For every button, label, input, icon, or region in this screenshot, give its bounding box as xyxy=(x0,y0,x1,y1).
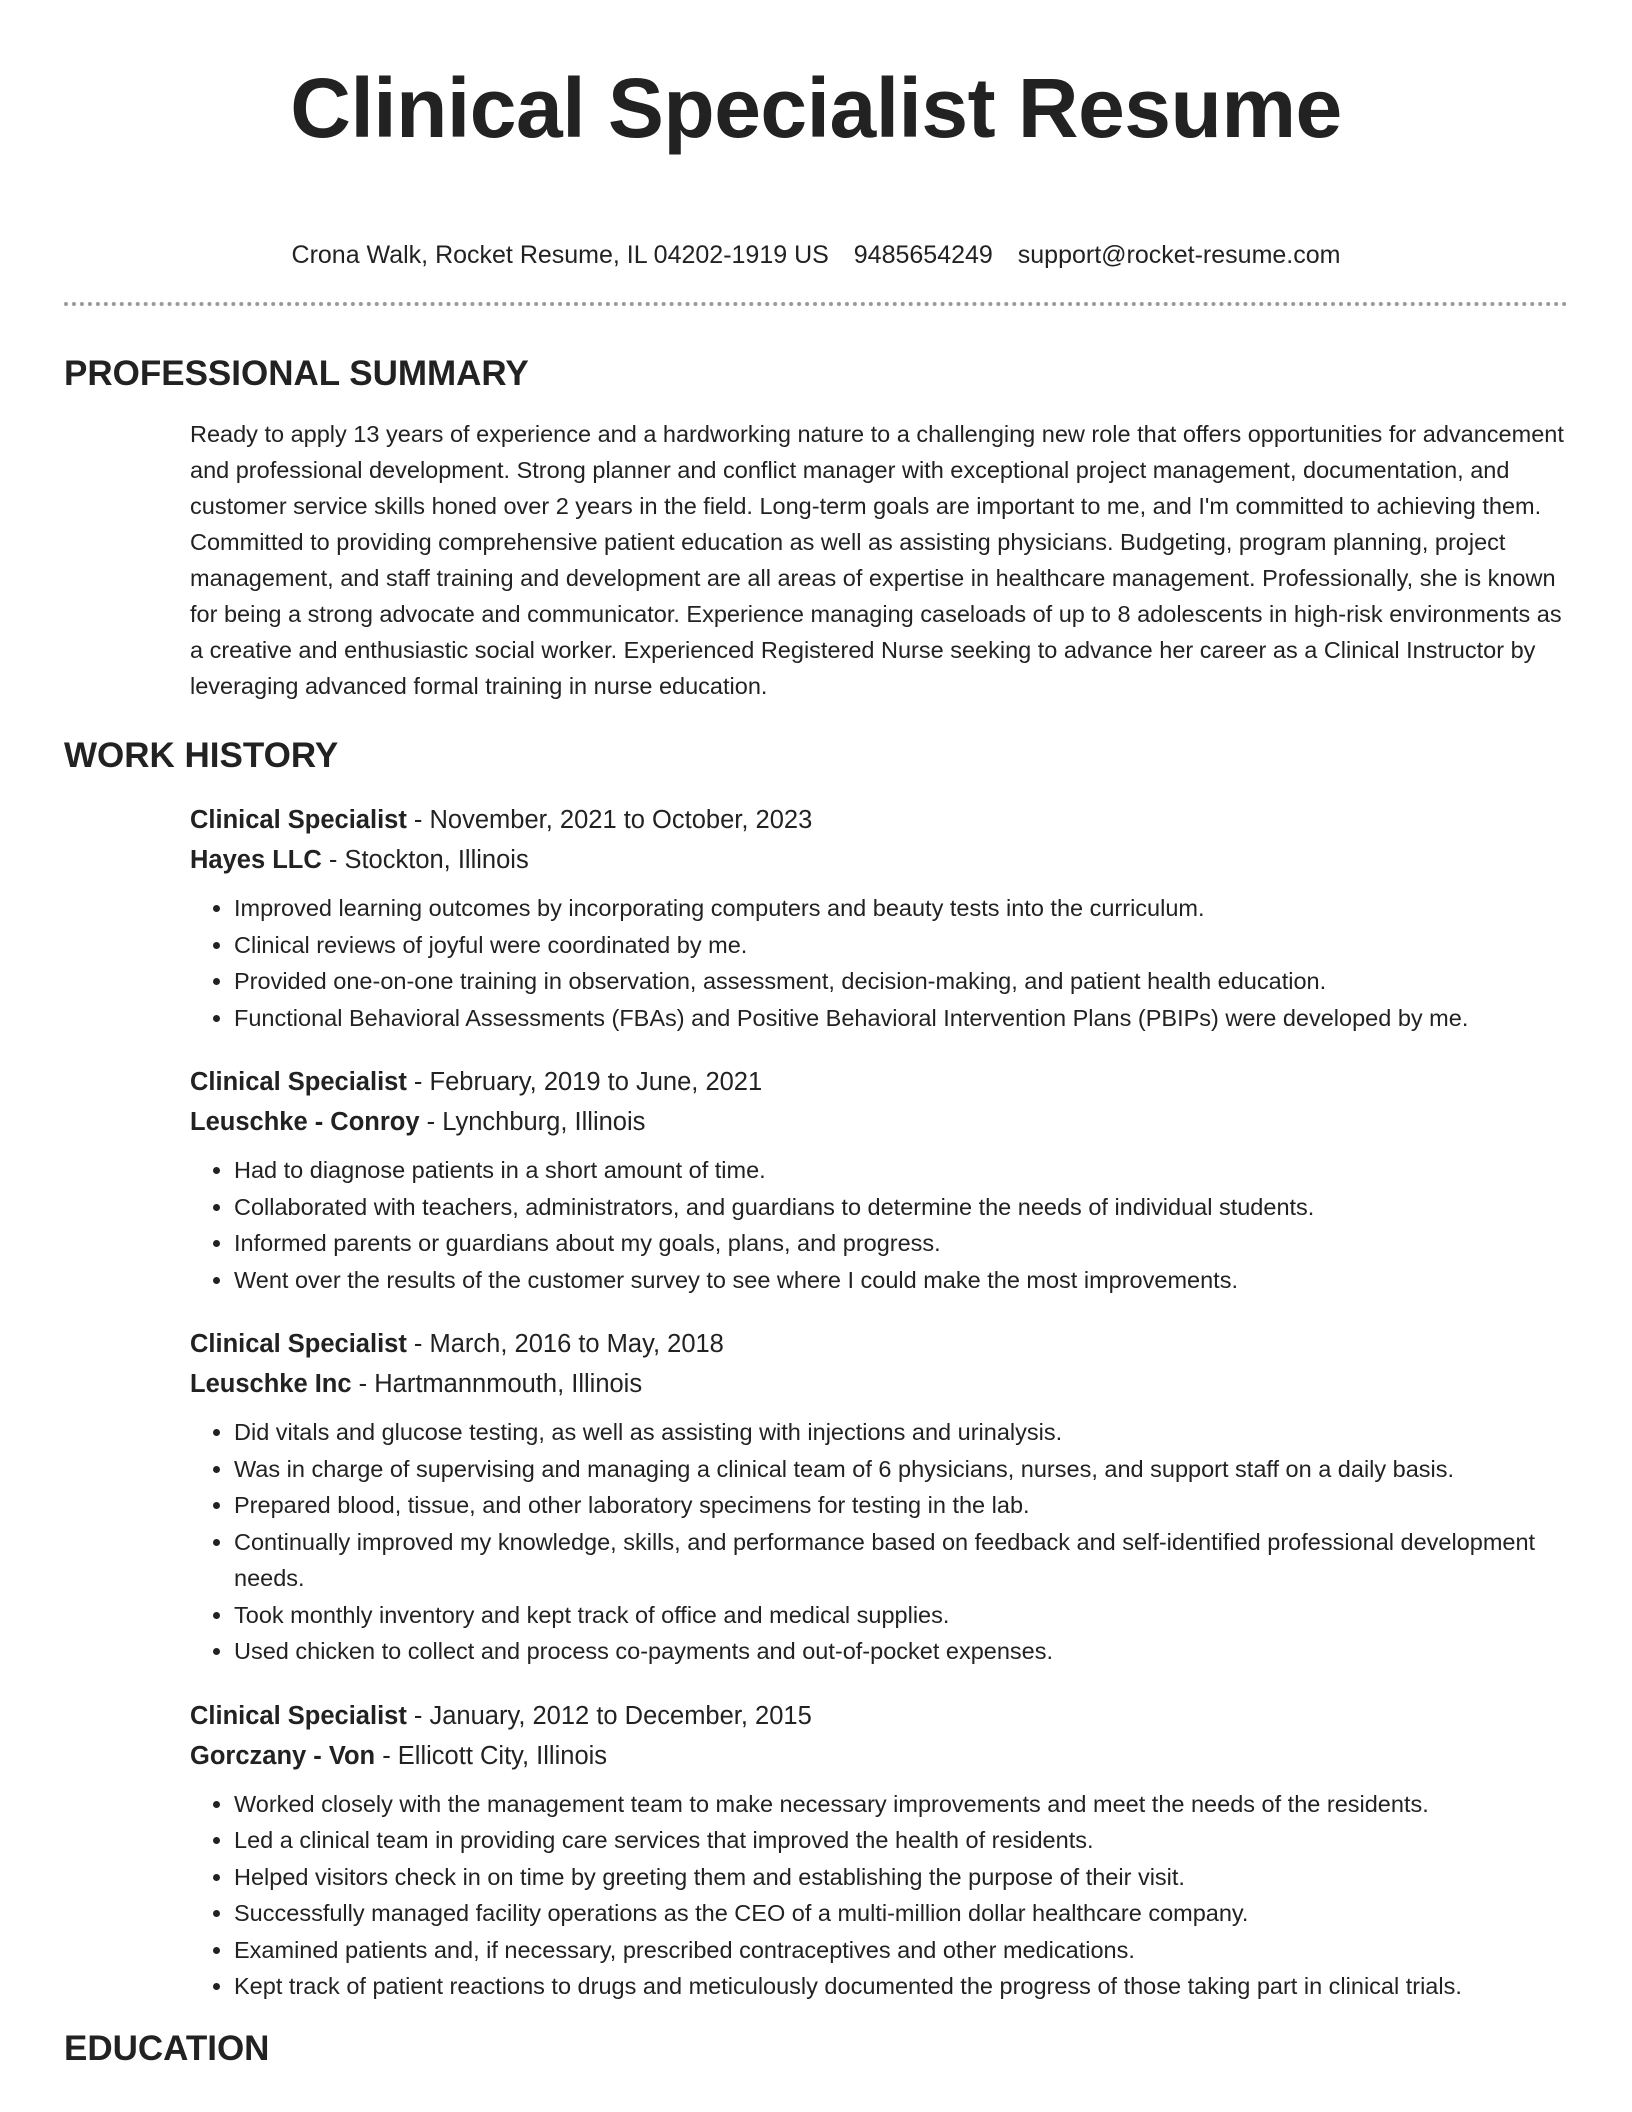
job-bullet: • Examined patients and, if necessary, prescribed contraceptives and other medications. xyxy=(234,1932,1568,1969)
job-bullet: • Was in charge of supervising and managing a clinical team of 6 physicians, nurses, and support staff on a daily basis. xyxy=(234,1451,1568,1488)
job-company-line xyxy=(190,1736,1568,1776)
contact-email: support@rocket-resume.com xyxy=(1017,241,1341,269)
job-bullet: • Used chicken to collect and process co-payments and out-of-pocket expenses. xyxy=(234,1633,1568,1670)
summary-heading: PROFESSIONAL SUMMARY xyxy=(64,354,529,393)
job-bullets xyxy=(190,890,1568,1036)
page-title: Clinical Specialist Resume xyxy=(290,61,1342,155)
job-company: Leuschke - Conroy xyxy=(190,1108,420,1136)
job-dates: - January, 2012 to December, 2015 xyxy=(406,1701,812,1730)
job-bullet: • Had to diagnose patients in a short amount of time. xyxy=(234,1152,1568,1189)
job-bullet: • Did vitals and glucose testing, as well as assisting with injections and urinalysis. xyxy=(234,1414,1568,1451)
job-title: Clinical Specialist xyxy=(190,1330,407,1358)
job-bullet: • Helped visitors check in on time by greeting them and establishing the purpose of their visit. xyxy=(234,1859,1568,1896)
job-entry xyxy=(190,1062,1568,1298)
job-title: Clinical Specialist xyxy=(190,1068,407,1096)
work-history-heading: WORK HISTORY xyxy=(64,736,339,775)
job-title-line xyxy=(190,1324,1568,1364)
job-bullets xyxy=(190,1152,1568,1298)
job-bullets xyxy=(190,1414,1568,1670)
job-dates: - November, 2021 to October, 2023 xyxy=(406,806,813,834)
job-company: Gorczany - Von xyxy=(190,1741,376,1770)
job-company-line xyxy=(190,1102,1568,1142)
job-company: Hayes LLC xyxy=(190,846,322,874)
job-location: - Hartmannmouth, Illinois xyxy=(351,1370,643,1398)
job-company-line xyxy=(190,1364,1568,1404)
contact-address: Crona Walk, Rocket Resume, IL 04202-1919 US xyxy=(291,241,829,269)
job-bullet: • Took monthly inventory and kept track of office and medical supplies. xyxy=(234,1597,1568,1634)
job-title-line xyxy=(190,1062,1568,1102)
contact-phone: 9485654249 xyxy=(853,241,993,269)
job-bullet: • Worked closely with the management team to make necessary improvements and meet the needs of the residents. xyxy=(234,1786,1568,1823)
job-entry xyxy=(190,1324,1568,1670)
job-location: - Lynchburg, Illinois xyxy=(419,1108,646,1136)
job-location: - Ellicott City, Illinois xyxy=(375,1741,608,1770)
job-entry xyxy=(190,1696,1568,2005)
job-bullet: • Prepared blood, tissue, and other laboratory specimens for testing in the lab. xyxy=(234,1487,1568,1524)
job-title: Clinical Specialist xyxy=(190,806,407,834)
job-bullet: • Clinical reviews of joyful were coordinated by me. xyxy=(234,927,1568,964)
job-bullet: • Informed parents or guardians about my goals, plans, and progress. xyxy=(234,1225,1568,1262)
job-company-line xyxy=(190,840,1568,880)
header-divider xyxy=(64,302,1568,306)
summary-text: Ready to apply 13 years of experience and a hardworking nature to a challenging new role that offers opportunities for advancement and professional development. Strong planner and conflict manager with exceptional project management, documentation, and customer service skills honed over 2 years in the field. Long-term goals are important to me, and I'm committed to achieving them. Committed to providing comprehensive patient education as well as assisting physicians. Budgeting, program planning, project management, and staff training and development are all areas of expertise in healthcare management. Professionally, she is known for being a strong advocate and communicator. Experience managing caseloads of up to 8 adolescents in high-risk environments as a creative and enthusiastic social worker. Experienced Registered Nurse seeking to advance her career as a Clinical Instructor by leveraging advanced formal training in nurse education. xyxy=(190,421,1564,699)
job-bullet: • Provided one-on-one training in observation, assessment, decision-making, and patient health education. xyxy=(234,963,1568,1000)
job-title: Clinical Specialist xyxy=(190,1701,407,1730)
contact-info xyxy=(64,238,1568,272)
job-bullet: • Improved learning outcomes by incorporating computers and beauty tests into the curriculum. xyxy=(234,890,1568,927)
job-location: - Stockton, Illinois xyxy=(321,846,529,874)
job-bullets xyxy=(190,1786,1568,2005)
job-bullet: • Functional Behavioral Assessments (FBAs) and Positive Behavioral Intervention Plans (PBIPs) were developed by me. xyxy=(234,1000,1568,1037)
job-bullet: • Kept track of patient reactions to drugs and meticulously documented the progress of those taking part in clinical trials. xyxy=(234,1968,1568,2005)
job-bullet: • Went over the results of the customer survey to see where I could make the most improvements. xyxy=(234,1262,1568,1299)
education-heading: EDUCATION xyxy=(64,2028,270,2068)
job-dates: - March, 2016 to May, 2018 xyxy=(406,1330,724,1358)
job-title-line xyxy=(190,1696,1568,1736)
job-bullet: • Successfully managed facility operations as the CEO of a multi-million dollar healthcare company. xyxy=(234,1895,1568,1932)
job-entry xyxy=(190,800,1568,1036)
job-dates: - February, 2019 to June, 2021 xyxy=(406,1068,763,1096)
job-bullet: • Continually improved my knowledge, skills, and performance based on feedback and self-identified professional development needs. xyxy=(234,1524,1568,1597)
job-bullet: • Led a clinical team in providing care services that improved the health of residents. xyxy=(234,1822,1568,1859)
job-bullet: • Collaborated with teachers, administrators, and guardians to determine the needs of individual students. xyxy=(234,1189,1568,1226)
job-company: Leuschke Inc xyxy=(190,1370,352,1398)
job-title-line xyxy=(190,800,1568,840)
